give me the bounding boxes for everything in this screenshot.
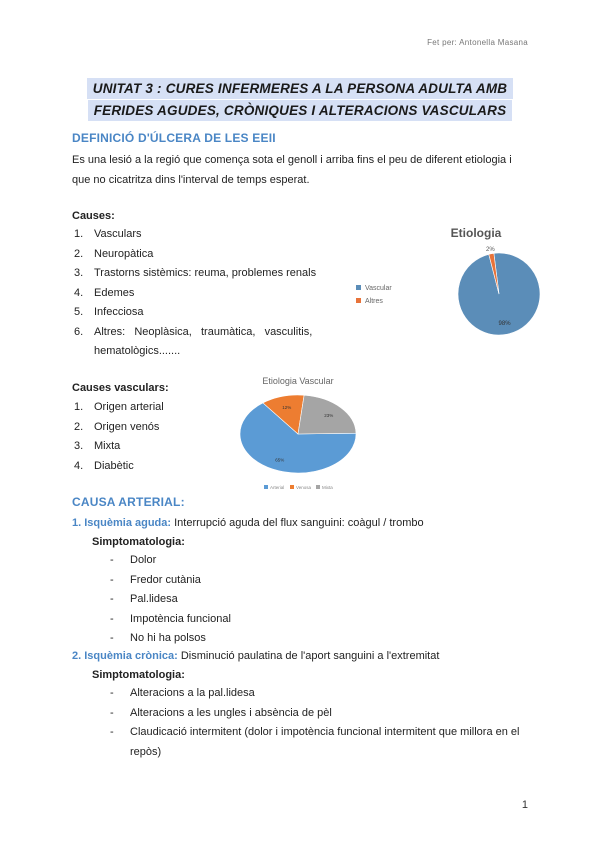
- chronic-ischemia-label: Isquèmia crònica:: [84, 650, 178, 662]
- chart-legend: [264, 485, 333, 490]
- vascular-etiology-chart: [226, 372, 366, 494]
- data-label-altres: 2%: [486, 246, 495, 253]
- pie-slices: [240, 395, 356, 473]
- vascular-causes-heading: Causes vasculars:: [72, 382, 169, 394]
- list-item: - Dolor: [110, 551, 510, 571]
- list-item: 6. Altres: Neoplàsica, traumàtica, vasculitis,: [74, 325, 313, 338]
- list-item: - Alteracions a les ungles i absència de pèl: [110, 704, 530, 724]
- list-item: 5. Infecciosa: [74, 306, 144, 318]
- document-title: [0, 78, 600, 122]
- legend-swatch-vascular: [356, 285, 361, 290]
- acute-symptoms-list: [110, 551, 510, 649]
- list-item: 3. Trastorns sistèmics: reuma, problemes renals: [74, 267, 317, 279]
- legend-swatch-venosa: [290, 485, 294, 489]
- definition-line-1: Es una lesió a la regió que comença sota el genoll i arriba fins el peu de diferent etiologia i: [72, 154, 512, 166]
- title-line-2: FERIDES AGUDES, CRÒNIQUES I ALTERACIONS VASCULARS: [88, 100, 513, 121]
- etiology-chart: [340, 222, 540, 342]
- acute-ischemia-label: Isquèmia aguda:: [84, 517, 172, 529]
- definition-text: [72, 150, 532, 190]
- legend-label-vascular: Vascular: [365, 285, 392, 292]
- list-item: - Claudicació intermitent (dolor i impotència funcional intermitent que millora en el repòs): [110, 723, 530, 762]
- list-item: - Fredor cutània: [110, 571, 510, 591]
- legend-label-arterial: Arterial: [270, 485, 285, 490]
- list-item: 1. Vasculars: [74, 228, 142, 240]
- legend-label-mixta: Mixta: [322, 485, 333, 490]
- list-item: - Impotència funcional: [110, 610, 510, 630]
- list-item: 1. Origen arterial: [74, 401, 164, 413]
- arterial-heading: CAUSA ARTERIAL:: [72, 495, 185, 509]
- data-label-venosa: 12%: [282, 404, 292, 410]
- legend-label-altres: Altres: [365, 298, 383, 305]
- legend-swatch-arterial: [264, 485, 268, 489]
- list-item: - Pal.lidesa: [110, 590, 510, 610]
- chronic-ischemia: 2. Isquèmia crònica: Disminució paulatina de l'aport sanguini a l'extremitat: [72, 650, 440, 662]
- list-item: 4. Diabètic: [74, 459, 134, 472]
- vascular-causes-list: [74, 398, 224, 476]
- causes-list: [74, 225, 344, 362]
- page-number: 1: [521, 799, 528, 811]
- author-credit: Fet per: Antonella Masana: [427, 38, 528, 47]
- list-item: 2. Origen venós: [74, 420, 160, 433]
- chronic-symptoms-heading: Simptomatologia:: [92, 669, 185, 681]
- legend-swatch-altres: [356, 298, 361, 303]
- data-label-vascular: 98%: [498, 320, 511, 327]
- list-item: - No hi ha polsos: [110, 629, 510, 649]
- title-line-1: UNITAT 3 : CURES INFERMERES A LA PERSONA ADULTA AMB: [87, 78, 513, 99]
- list-item: 2. Neuropàtica: [74, 247, 154, 260]
- pie-slices: [458, 247, 540, 335]
- list-item: 4. Edemes: [74, 286, 135, 299]
- definition-line-2: que no cicatritza dins l'interval de temps esperat.: [72, 174, 310, 186]
- legend-label-venosa: Venosa: [296, 485, 312, 490]
- data-label-arterial: 65%: [275, 457, 285, 463]
- list-item: 3. Mixta: [74, 440, 121, 452]
- acute-symptoms-heading: Simptomatologia:: [92, 536, 185, 548]
- list-item: - Alteracions a la pal.lidesa: [110, 684, 530, 704]
- chronic-symptoms-list: [110, 684, 530, 762]
- chart-title: Etiologia: [450, 226, 502, 240]
- list-item-continuation: hematològics.......: [94, 345, 181, 357]
- data-label-mixta: 23%: [324, 413, 334, 419]
- acute-ischemia: 1. Isquèmia aguda: Interrupció aguda del flux sanguini: coàgul / trombo: [72, 517, 424, 529]
- legend-swatch-mixta: [316, 485, 320, 489]
- definition-heading: DEFINICIÓ D'ÚLCERA DE LES EEII: [72, 131, 276, 145]
- causes-heading: Causes:: [72, 210, 115, 222]
- chart-title: Etiologia Vascular: [262, 376, 334, 386]
